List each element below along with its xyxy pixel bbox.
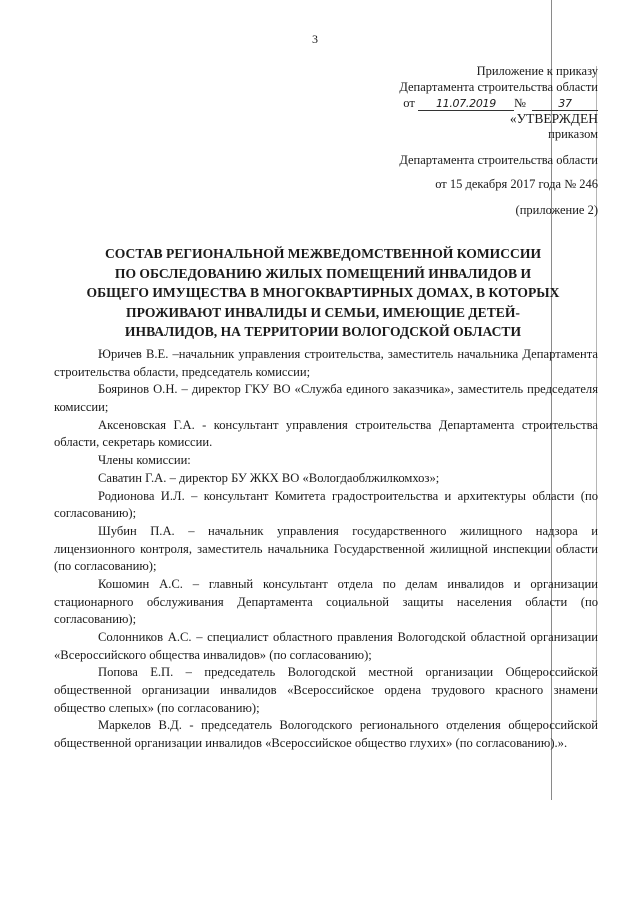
- title-line: ПРОЖИВАЮТ ИНВАЛИДЫ И СЕМЬИ, ИМЕЮЩИЕ ДЕТЕЙ-: [126, 304, 520, 320]
- handwritten-order-date: 11.07.2019: [418, 97, 514, 111]
- member-item: Саватин Г.А. – директор БУ ЖКХ ВО «Вологдаоблжилкомхоз»;: [98, 470, 440, 485]
- member-item: Попова Е.П. – председатель Вологодской местной организации Общероссийской общественной организации инвалидов «Всероссийское ордена трудового красного знамени общество слепых» (по согласованию);: [54, 665, 598, 715]
- appendix-label: (приложение 2): [515, 203, 598, 217]
- title-line: ОБЩЕГО ИМУЩЕСТВА В МНОГОКВАРТИРНЫХ ДОМАХ, В КОТОРЫХ: [86, 285, 560, 300]
- approved-heading: «УТВЕРЖДЕН: [509, 111, 598, 126]
- document-title: [50, 244, 596, 342]
- approved-department: Департамента строительства области: [399, 153, 598, 167]
- member-item: Родионова И.Л. – консультант Комитета градостроительства и архитектуры области (по согласованию);: [54, 488, 598, 521]
- member-item: Солонников А.С. – специалист областного правления Вологодской областной организации «Всероссийского общества инвалидов» (по согласованию);: [54, 630, 598, 662]
- header-department-line: Департамента строительства области: [399, 80, 598, 94]
- member-secretary: Аксеновская Г.А. - консультант управления строительства Департамента строительства области, секретарь комиссии.: [54, 417, 598, 450]
- member-item: Кошомин А.С. – главный консультант отдела по делам инвалидов и организации стационарного обслуживания Департамента социальной защиты населения области (по согласованию);: [54, 577, 598, 627]
- member-item: Маркелов В.Д. - председатель Вологодского регионального отделения общероссийской общественной организации инвалидов «Всероссийское общество глухих» (по согласованию).».: [54, 718, 598, 750]
- page-number: 3: [312, 32, 318, 46]
- members-heading: Члены комиссии:: [98, 453, 191, 468]
- header-appendix-line: Приложение к приказу: [476, 64, 598, 78]
- title-line: ИНВАЛИДОВ, НА ТЕРРИТОРИИ ВОЛОГОДСКОЙ ОБЛАСТИ: [124, 324, 522, 339]
- member-item: Шубин П.А. – начальник управления государственного жилищного надзора и лицензионного контроля, заместитель начальника Государственной жилищной инспекции области (по согласованию);: [54, 524, 598, 574]
- title-line: СОСТАВ РЕГИОНАЛЬНОЙ МЕЖВЕДОМСТВЕННОЙ КОМИССИИ: [104, 246, 542, 261]
- handwritten-order-number: 37: [532, 97, 598, 111]
- member-chairman: Юричев В.Е. –начальник управления строительства, заместитель начальника Департамента строительства области, председатель комиссии;: [54, 347, 598, 379]
- member-deputy-chairman: Бояринов О.Н. – директор ГКУ ВО «Служба единого заказчика», заместитель председателя комиссии;: [54, 382, 598, 414]
- approved-date-number: от 15 декабря 2017 года № 246: [435, 177, 598, 191]
- title-line: ПО ОБСЛЕДОВАНИЮ ЖИЛЫХ ПОМЕЩЕНИЙ ИНВАЛИДОВ И: [114, 265, 532, 281]
- order-prefix: от: [403, 96, 415, 110]
- order-number-sign: №: [513, 96, 526, 110]
- approved-order-word: приказом: [548, 127, 598, 141]
- commission-members-list: [54, 346, 598, 753]
- header-order-line: [403, 96, 598, 111]
